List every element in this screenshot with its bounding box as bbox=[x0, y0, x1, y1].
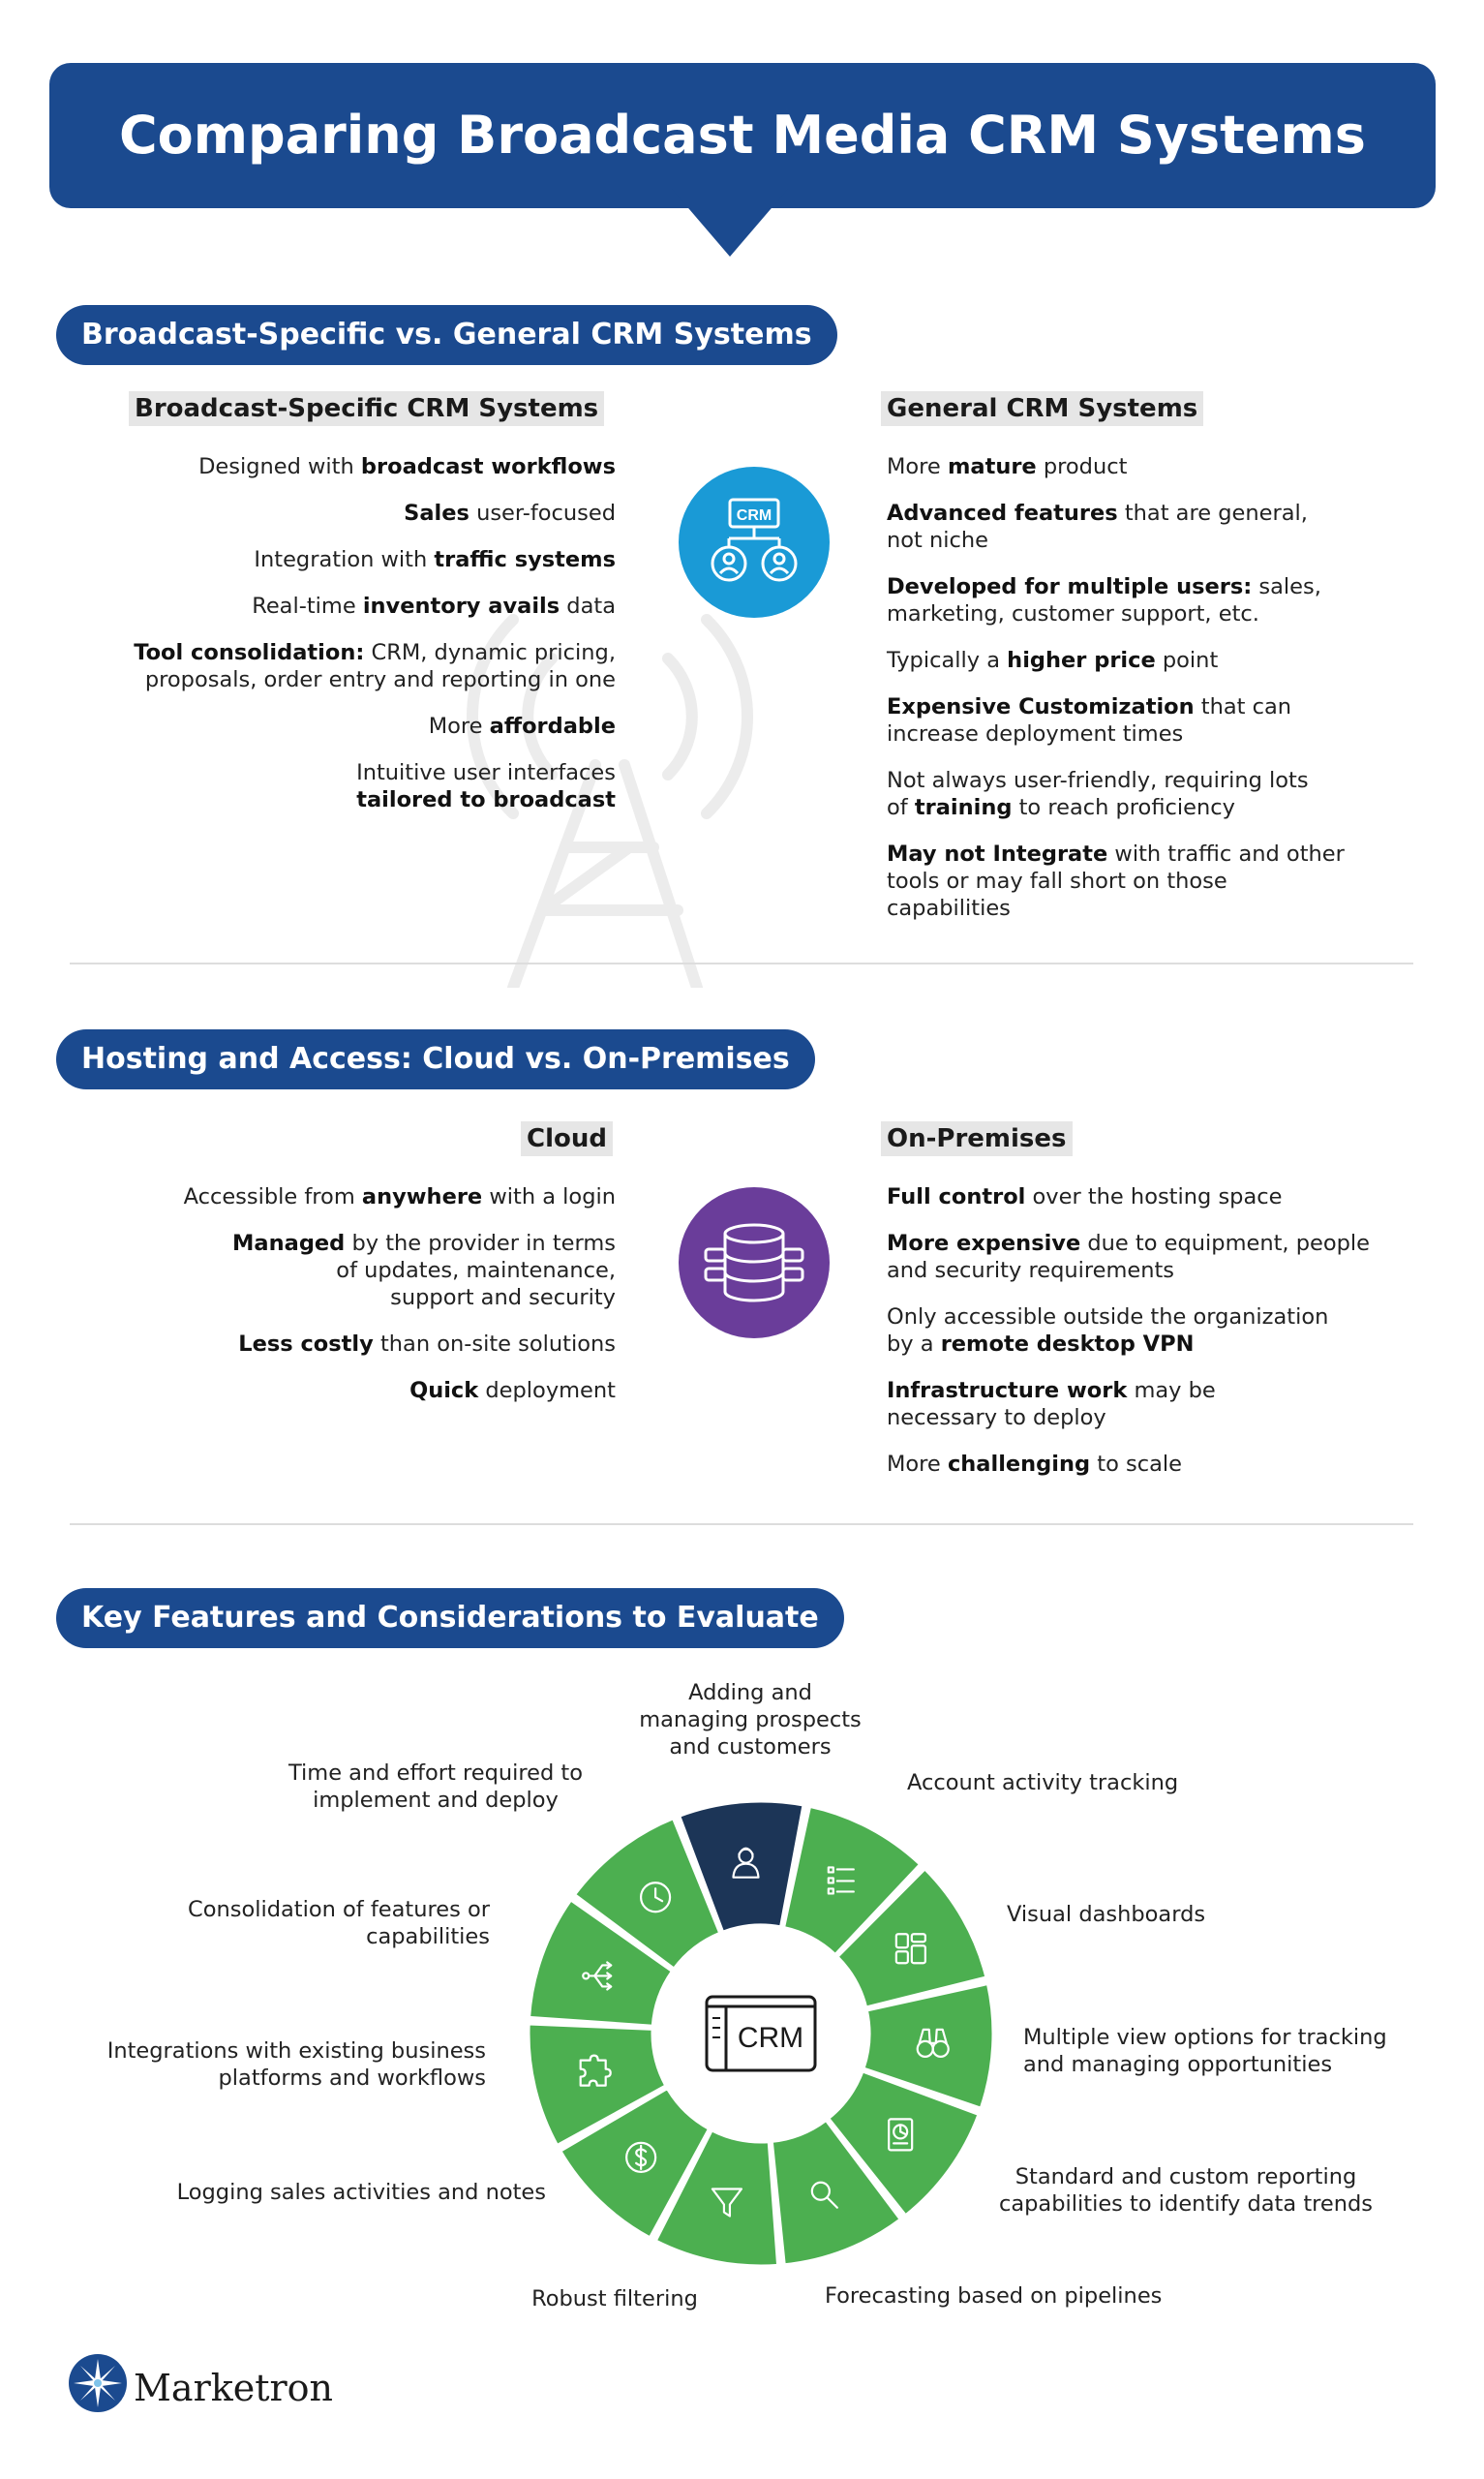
crm-center-label: CRM bbox=[737, 2022, 804, 2054]
feature-label-view-options: Multiple view options for tracking and managing opportunities bbox=[1023, 2025, 1387, 2077]
list-item bbox=[887, 573, 1409, 627]
emphasis-text: Sales bbox=[404, 501, 469, 526]
emphasis-text: Full control bbox=[887, 1184, 1026, 1209]
feature-label-logging: Logging sales activities and notes bbox=[176, 2180, 546, 2205]
item-text: More bbox=[887, 454, 948, 479]
item-text: Designed with bbox=[198, 454, 361, 479]
emphasis-text: broadcast workflows bbox=[360, 454, 616, 479]
item-text: product bbox=[1036, 454, 1128, 479]
list-item bbox=[887, 767, 1409, 821]
brand-name: Marketron bbox=[134, 2367, 334, 2409]
item-text: More bbox=[887, 1452, 948, 1477]
item-text: Typically a bbox=[887, 648, 1008, 673]
feature-label-filtering: Robust filtering bbox=[531, 2286, 698, 2311]
list-item bbox=[887, 693, 1409, 748]
col-title-general-crm: General CRM Systems bbox=[881, 391, 1203, 426]
col-title-broadcast-specific: Broadcast-Specific CRM Systems bbox=[129, 391, 604, 426]
list-item bbox=[77, 1377, 616, 1404]
item-text: Accessible from bbox=[183, 1184, 362, 1209]
feature-label-integrations: Integrations with existing business platforms and workflows bbox=[106, 2038, 486, 2091]
emphasis-text: traffic systems bbox=[434, 547, 616, 572]
emphasis-text: inventory avails bbox=[362, 594, 560, 619]
features-wheel bbox=[519, 1791, 1003, 2276]
item-text: deployment bbox=[478, 1378, 616, 1403]
emphasis-text: Quick bbox=[409, 1378, 479, 1403]
general-crm-list bbox=[887, 453, 1409, 941]
svg-text:CRM: CRM bbox=[736, 507, 772, 524]
list-item bbox=[77, 759, 616, 813]
item-text: may be necessary to deploy bbox=[887, 1378, 1216, 1430]
item-text: Only accessible outside the organization by a bbox=[887, 1304, 1329, 1357]
list-item bbox=[887, 1183, 1409, 1210]
emphasis-text: Infrastructure work bbox=[887, 1378, 1128, 1403]
cloud-list bbox=[77, 1183, 616, 1423]
emphasis-text: Managed bbox=[232, 1231, 346, 1256]
broadcast-specific-list bbox=[77, 453, 616, 833]
list-item bbox=[887, 647, 1409, 674]
item-text: that can increase deployment times bbox=[887, 694, 1292, 747]
section-title-hosting: Hosting and Access: Cloud vs. On-Premises bbox=[56, 1029, 815, 1089]
feature-label-account-activity: Account activity tracking bbox=[907, 1770, 1179, 1795]
star-logo-icon bbox=[68, 2353, 128, 2413]
item-text: over the hosting space bbox=[1025, 1184, 1283, 1209]
feature-label-reporting: Standard and custom reporting capabilities to identify data trends bbox=[998, 2164, 1373, 2217]
item-text: due to equipment, people and security requirements bbox=[887, 1231, 1370, 1283]
item-text: Integration with bbox=[254, 547, 435, 572]
feature-label-prospects: Adding and managing prospects and customers bbox=[639, 1680, 862, 1760]
list-item bbox=[887, 453, 1409, 480]
list-item bbox=[77, 713, 616, 740]
list-item bbox=[77, 453, 616, 480]
emphasis-text: Developed for multiple users: bbox=[887, 574, 1253, 599]
item-text: Real-time bbox=[252, 594, 363, 619]
emphasis-text: Tool consolidation: bbox=[134, 640, 365, 665]
list-item bbox=[887, 841, 1409, 922]
list-item bbox=[887, 1451, 1409, 1478]
emphasis-text: training bbox=[914, 795, 1013, 820]
page-title: Comparing Broadcast Media CRM Systems bbox=[119, 105, 1366, 166]
section-divider bbox=[70, 1523, 1413, 1525]
list-item bbox=[77, 500, 616, 527]
emphasis-text: More expensive bbox=[887, 1231, 1081, 1256]
list-item bbox=[77, 1230, 616, 1311]
item-text: to scale bbox=[1090, 1452, 1182, 1477]
emphasis-text: remote desktop VPN bbox=[940, 1331, 1195, 1357]
item-text: point bbox=[1155, 648, 1219, 673]
list-item bbox=[887, 1377, 1409, 1431]
col-title-on-premises: On-Premises bbox=[881, 1121, 1073, 1156]
list-item bbox=[77, 546, 616, 573]
list-item bbox=[887, 500, 1409, 554]
emphasis-text: tailored to broadcast bbox=[356, 787, 616, 812]
list-item bbox=[77, 593, 616, 620]
list-item bbox=[887, 1303, 1409, 1358]
item-text: CRM, dynamic pricing, proposals, order entry and reporting in one bbox=[144, 640, 616, 692]
emphasis-text: May not Integrate bbox=[887, 842, 1108, 867]
feature-label-forecasting: Forecasting based on pipelines bbox=[825, 2283, 1163, 2309]
feature-label-implementation: Time and effort required to implement and deploy bbox=[288, 1760, 584, 1813]
list-item bbox=[77, 639, 616, 693]
on-premises-list bbox=[887, 1183, 1409, 1497]
item-text: user-focused bbox=[469, 501, 616, 526]
emphasis-text: Less costly bbox=[238, 1331, 374, 1357]
item-text: More bbox=[428, 714, 490, 739]
crm-circle bbox=[679, 467, 830, 618]
list-item bbox=[887, 1230, 1409, 1284]
section-title-crm-types: Broadcast-Specific vs. General CRM Systems bbox=[56, 305, 837, 365]
item-text: with a login bbox=[482, 1184, 616, 1209]
item-text: sales, marketing, customer support, etc. bbox=[887, 574, 1321, 627]
item-text: than on-site solutions bbox=[373, 1331, 616, 1357]
item-text: to reach proficiency bbox=[1012, 795, 1235, 820]
col-title-cloud: Cloud bbox=[521, 1121, 613, 1156]
list-item bbox=[77, 1183, 616, 1210]
item-text: by the provider in terms of updates, maintenance, support and security bbox=[336, 1231, 616, 1310]
item-text: Intuitive user interfaces bbox=[356, 760, 616, 785]
section-title-key-features: Key Features and Considerations to Evaluate bbox=[56, 1588, 844, 1648]
list-item bbox=[77, 1331, 616, 1358]
emphasis-text: higher price bbox=[1007, 648, 1156, 673]
database-icon bbox=[679, 1187, 830, 1338]
database-circle bbox=[679, 1187, 830, 1338]
item-text: Not always user-friendly, requiring lots of bbox=[887, 768, 1309, 820]
item-text: data bbox=[560, 594, 616, 619]
emphasis-text: Expensive Customization bbox=[887, 694, 1195, 719]
emphasis-text: mature bbox=[947, 454, 1037, 479]
feature-label-dashboards: Visual dashboards bbox=[1007, 1902, 1206, 1927]
emphasis-text: challenging bbox=[947, 1452, 1091, 1477]
item-text: with traffic and other tools or may fall short on those capabilities bbox=[887, 842, 1345, 921]
crm-users-icon bbox=[679, 467, 830, 618]
item-text: that are general, not niche bbox=[887, 501, 1308, 553]
emphasis-text: anywhere bbox=[361, 1184, 483, 1209]
emphasis-text: Advanced features bbox=[887, 501, 1118, 526]
feature-label-consolidation: Consolidation of features or capabilities bbox=[187, 1897, 490, 1949]
emphasis-text: affordable bbox=[489, 714, 616, 739]
section-divider bbox=[70, 963, 1413, 964]
